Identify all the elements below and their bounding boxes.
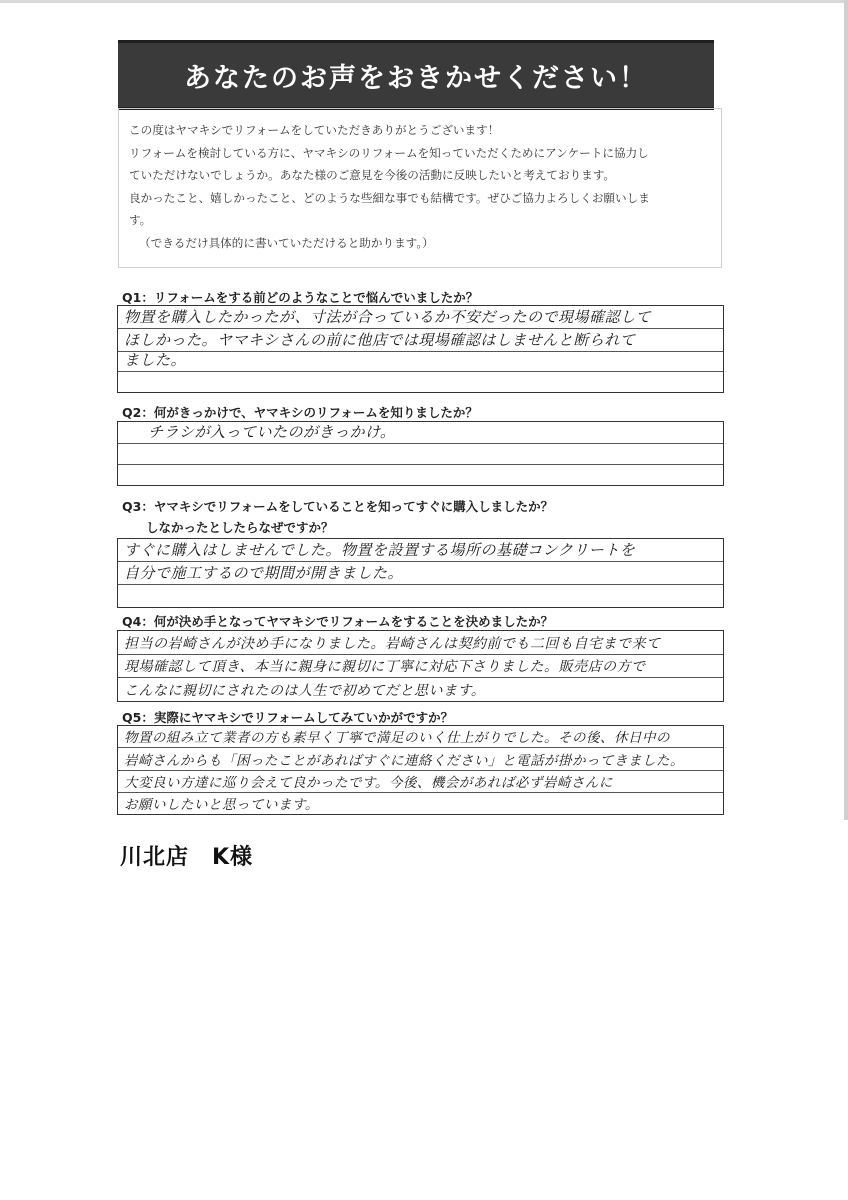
intro-line: す。 [129,213,152,227]
q1-answer-line: ました。 [124,351,187,369]
q4-answer-box [117,630,724,702]
q2-answer-box [117,421,724,486]
title-banner [118,40,714,110]
intro-line: リフォームを検討している方に、ヤマキシのリフォームを知っていただくためにアンケートに協力し [129,145,649,160]
customer-signature: 川北店 K様 [120,845,254,870]
intro-line: （できるだけ具体的に書いていただけると助かります。） [139,235,434,250]
q2-question: Q2：何がきっかけで、ヤマキシのリフォームを知りましたか？ [122,405,478,420]
intro-line: この度はヤマキシでリフォームをしていただきありがとうございます！ [129,123,500,137]
q5-answer-line: お願いしたいと思っています。 [124,797,319,813]
q1-question: Q1：リフォームをする前どのようなことで悩んでいましたか？ [122,290,479,305]
page-title: あなたのお声をおきかせください！ [184,62,648,94]
q4-answer-line: こんなに親切にされたのは人生で初めてだと思います。 [124,683,486,699]
intro-line: 良かったこと、嬉しかったこと、どのような些細な事でも結構です。ぜひご協力よろしくお願いしま [129,190,650,205]
q3-question: Q3：ヤマキシでリフォームをしていることを知ってすぐに購入しましたか？ [122,499,554,514]
q4-answer-line: 現場確認して頂き、本当に親身に親切に丁寧に対応下さりました。販売店の方で [124,659,646,675]
q1-answer-box [117,305,724,393]
intro-box [118,108,722,268]
q4-question: Q4：何が決め手となってヤマキシでリフォームをすることを決めましたか？ [122,614,554,629]
q4-answer-line: 担当の岩崎さんが決め手になりました。岩崎さんは契約前でも二回も自宅まで来て [124,636,661,652]
q3-answer-line: 自分で施工するので期間が開きました。 [124,564,404,582]
q2-answer-line: チラシが入っていたのがきっかけ。 [148,423,396,441]
q5-question: Q5：実際にヤマキシでリフォームしてみていかがですか？ [122,710,454,725]
q5-answer-line: 物置の組み立て業者の方も素早く丁寧で満足のいく仕上がりでした。その後、休日中の [124,730,670,746]
scan-edge [0,0,848,3]
q3-question-sub: しなかったとしたらなぜですか？ [146,520,334,535]
q3-answer-box [117,538,724,608]
intro-line: ていただけないでしょうか。あなた様のご意見を今後の活動に反映したいと考えております。 [129,168,616,182]
q1-answer-line: 物置を購入したかったが、寸法が合っているか不安だったので現場確認して [124,308,652,326]
scan-edge [844,0,848,820]
q3-answer-line: すぐに購入はしませんでした。物置を設置する場所の基礎コンクリートを [124,541,636,559]
q5-answer-line: 大変良い方達に巡り会えて良かったです。今後、機会があれば必ず岩崎さんに [124,775,613,791]
q5-answer-box [117,725,724,815]
q5-answer-line: 岩崎さんからも「困ったことがあればすぐに連絡ください」と電話が掛かってきました。 [124,753,684,769]
q1-answer-line: ほしかった。ヤマキシさんの前に他店では現場確認はしませんと断られて [124,331,636,349]
